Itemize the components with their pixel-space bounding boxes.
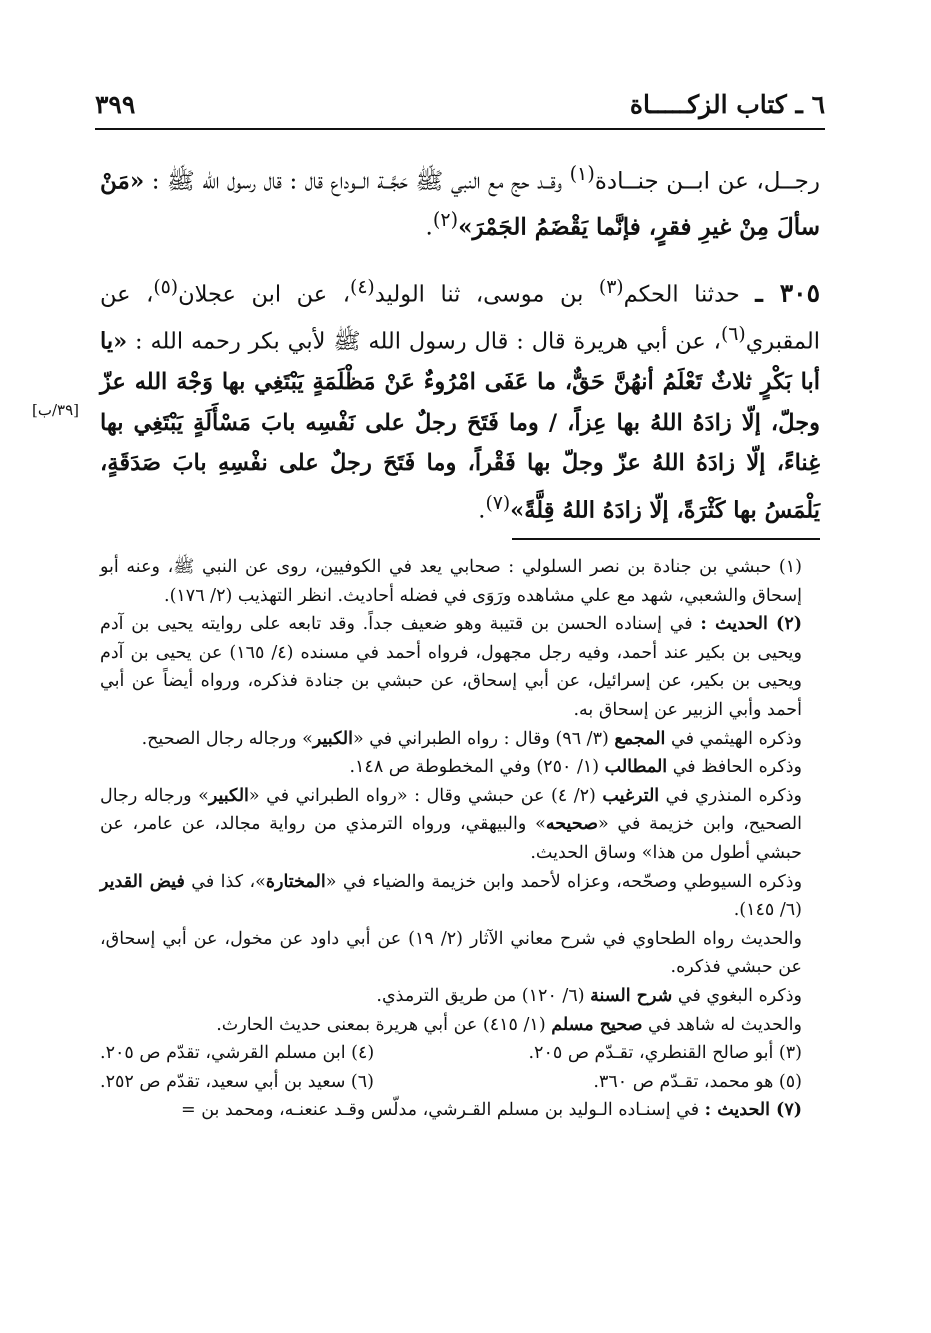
manuscript-folio-note: [٣٩/ب]	[32, 401, 80, 419]
footnotes-3-4	[100, 1039, 820, 1068]
continuation-paragraph	[100, 155, 820, 246]
text-span: رجــل، عن ابــن جنــادة	[594, 168, 820, 195]
footnote-ref-1: (١)	[569, 162, 595, 185]
footnote-ref-7: (٧)	[485, 492, 511, 514]
footnote-ref-5: (٥)	[153, 277, 179, 298]
footnote-3: (٣) أبو صالح القنطري، تقـدّم ص ٢٠٥.	[528, 1043, 802, 1064]
text-span: (١/ ٤١٥) عن أبي هريرة بمعنى حديث الحارث.	[216, 1014, 552, 1035]
text-span: وذكره الهيثمي في	[665, 728, 802, 749]
text-span: (٦/ ١٤٥).	[733, 900, 802, 921]
book-title: صحيح مسلم	[551, 1014, 643, 1035]
text-span: ، عن المقبري	[100, 281, 820, 355]
book-title: المختارة	[265, 871, 326, 892]
text-span: والحديث له شاهد في	[642, 1014, 802, 1035]
chapter-title: ٦ ـ كتاب الزكـــــاة	[629, 90, 825, 119]
footnote-2	[100, 610, 820, 724]
book-title: المطالب	[604, 757, 668, 778]
header-rule	[95, 128, 825, 130]
footnote-ref-3: (٣)	[598, 277, 624, 298]
footnote-label: (٧) الحديث :	[704, 1100, 802, 1121]
text-span: » ورجاله رجال الصحيح.	[141, 728, 313, 749]
footnote-label: (٢) الحديث :	[700, 614, 803, 635]
page-header	[95, 88, 825, 128]
text-span: .	[478, 497, 486, 523]
hadith-quote: «يا أبا بَكْرٍ ثلاثٌ تَعْلَمُ أنهُنَّ حَقٌّ، ما عَفَى امْرُوءٌ عَنْ مَظْلَمَةٍ يَبْتَغِي بها وَجْهَ الله عزّ وجلّ، إلّا زادَهُ اللهُ بها عِزاً، / وما فَتَحَ رجلٌ على نَفْسِه بابَ مَسْأَلَةٍ يَبْتَغِي بها غِناءً، إلّا زادَهُ اللهُ عزّ وجلّ بها فَقْراً، وما فَتَحَ رجلٌ على نفْسِهِ بابَ صَدَقَةٍ، يَلْمَسُ بها كَثْرَةً، إلّا زادَهُ اللهُ قِلَّةً»	[100, 328, 820, 523]
book-title: فيض القدير	[100, 871, 185, 892]
text-span: حدثنا الحكم	[623, 281, 756, 308]
footnote-6: (٦) سعيد بن أبي سعيد، تقدّم ص ٢٥٢.	[100, 1071, 374, 1092]
text-span: وذكره البغوي في	[672, 985, 802, 1006]
text-span: وذكره الحافظ في	[667, 757, 802, 778]
hadith-305	[100, 268, 820, 531]
book-title: الترغيب	[602, 785, 660, 806]
footnotes	[100, 553, 820, 1125]
text-span: وذكره السيوطي وصحّحه، وعزاه لأحمد وابن خزيمة والضياء في «	[325, 871, 803, 892]
footnote-ref-4: (٤)	[350, 277, 375, 298]
text-span: (٣/ ٩٦) وقال : رواه الطبراني في «	[352, 728, 615, 749]
text-span: (١/ ٢٥٠) وفي المخطوطة ص ١٤٨.	[349, 757, 605, 778]
footnote-7	[100, 1096, 820, 1125]
footnote-2-para	[100, 782, 820, 868]
footnote-2-para	[100, 1011, 820, 1040]
footnote-separator	[512, 538, 820, 540]
text-span: (٦/ ١٢٠) من طريق الترمذي.	[376, 985, 591, 1006]
text-span: (٢/ ٤) عن حبشي وقال : «رواه الطبراني في «	[248, 785, 603, 806]
hadith-number: ٣٠٥ ـ	[755, 278, 821, 308]
text-span: » ورجاله رجال الصحيح، وابن خزيمة في «	[100, 785, 802, 835]
footnote-1: (١) حبشي بن جنادة بن نصر السلولي : صحابي يعد في الكوفيين، روى عن النبي ﷺ، وعنه أبو إسحاق والشعبي، شهد مع علي مشاهده ورَوَى في فضله أحاديث. انظر التهذيب (٢/ ١٧٦).	[100, 557, 802, 606]
footnote-2-para	[100, 868, 820, 925]
text-span: وذكره المنذري في	[659, 785, 802, 806]
book-title: الكبير	[208, 785, 249, 806]
footnote-4: (٤) ابن مسلم القرشي، تقدّم ص ٢٠٥.	[100, 1043, 375, 1064]
footnote-ref-6: (٦)	[720, 324, 746, 345]
footnote-5: (٥) هو محمد، تقـدّم ص ٣٦٠.	[593, 1071, 802, 1092]
book-title: صحيحه	[545, 814, 598, 835]
footnote-2-para	[100, 725, 820, 754]
text-span: .	[425, 214, 433, 241]
text-span: »، كذا في	[184, 871, 266, 892]
book-title: المجمع	[614, 728, 666, 749]
footnote-2-para: والحديث رواه الطحاوي في شرح معاني الآثار (٢/ ١٩) عن أبي داود عن مخول، عن أبي إسحاق، عن حبشي فذكره.	[100, 928, 802, 978]
page-number: ٣٩٩	[95, 90, 136, 119]
book-title: شرح السنة	[590, 985, 673, 1006]
text-span: ، عن أبي هريرة قال : قال رسول الله ﷺ لأبي بكر رحمه الله :	[127, 328, 721, 355]
text-span: بن موسى، ثنا الوليد	[374, 281, 599, 308]
text-span: في إسنـاده الـوليد بن مسلم القـرشي، مدلّس وقـد عنعنـه، ومحمد بن =	[181, 1100, 705, 1121]
hadith-quote: «مَنْ سألَ مِنْ غيرِ فقرٍ، فإنَّما يَقْضَمُ الجَمْرَ»	[100, 167, 820, 241]
text-span: » والبيهقي، ورواه الترمذي من رواية مجالد، عن عامر، عن حبشي أطول من هذا» وساق الحديث.	[100, 814, 802, 863]
footnote-2-para	[100, 982, 820, 1011]
footnotes-5-6	[100, 1068, 820, 1097]
text-span: في إسناده الحسن بن قتيبة وهو ضعيف جداً. وقد تابعه على روايته يحيى بن آدم ويحيى بن بكير عند أحمد، وفيه رجل مجهول، فرواه أحمد في مسنده (٤/ ١٦٥) عن يحيى بن آدم ويحيى بن بكير، عن إسرائيل، عن أبي إسحاق، عن حبشي بن جنادة فذكره، ورواه أيضاً عن أبي أحمد وأبي الزبير عن إسحاق به.	[100, 614, 803, 720]
footnote-2-para	[100, 753, 820, 782]
book-title: الكبير	[312, 728, 353, 749]
text-span: ، عن ابن عجلان	[178, 281, 351, 308]
footnote-ref-2: (٢)	[432, 207, 459, 231]
text-span: وقــد حج مع النبي ﷺ حَجَّــة الــوداع قال : قال رسول الله ﷺ :	[144, 168, 570, 195]
